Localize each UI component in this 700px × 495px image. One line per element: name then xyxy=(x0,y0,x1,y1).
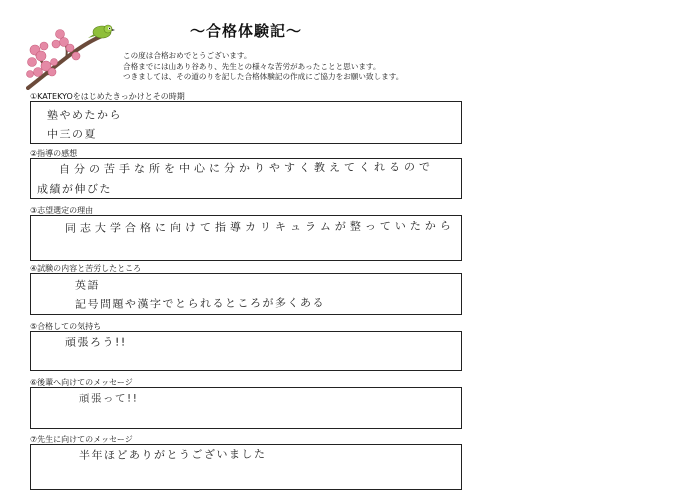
intro-line: 合格までには山あり谷あり、先生との様々な苦労があったことと思います。 xyxy=(123,61,381,71)
section-1-answer-line: 中三の夏 xyxy=(46,127,98,141)
section-6-label: ⑥後輩へ向けてのメッセージ xyxy=(30,378,133,387)
section-2-answer-line: 自分の苦手な所を中心に分かりやすく教えてくれるので xyxy=(58,160,435,176)
section-3-answer-box xyxy=(30,215,462,261)
section-7-label: ⑦先生に向けてのメッセージ xyxy=(30,435,133,444)
section-4-answer-line: 英語 xyxy=(74,278,101,292)
section-4-answer-line: 記号問題や漢字でとられるところが多くある xyxy=(74,296,326,311)
cherry-blossom-bird-illustration xyxy=(26,22,116,90)
section-2-answer-box xyxy=(30,158,462,199)
section-7-answer-line: 半年ほどありがとうございました xyxy=(78,447,267,462)
section-5-answer-line: 頑張ろう!! xyxy=(64,335,127,349)
intro-text xyxy=(123,51,403,83)
section-5-label: ⑤合格しての気持ち xyxy=(30,322,102,331)
bird-icon xyxy=(88,25,115,38)
section-6-answer-box xyxy=(30,387,462,429)
section-6-answer-line: 頑張って!! xyxy=(78,392,139,405)
section-3-answer-line: 同志大学合格に向けて指導カリキュラムが整っていたから xyxy=(64,219,455,235)
section-1-label: ①KATEKYOをはじめたきっかけとその時期 xyxy=(30,92,185,101)
section-4-answer-box xyxy=(30,273,462,315)
section-1-answer-line: 塾やめたから xyxy=(46,108,123,122)
section-3-label: ③志望選定の理由 xyxy=(30,206,94,215)
section-1-answer-box xyxy=(30,101,462,144)
section-2-answer-line: 成績が伸びた xyxy=(36,182,113,196)
intro-line: つきましては、その道のりを記した合格体験記の作成にご協力をお願い致します。 xyxy=(123,72,404,81)
page-title: ～合格体験記～ xyxy=(190,22,303,40)
section-2-label: ②指導の感想 xyxy=(30,149,78,158)
section-7-answer-box xyxy=(30,444,462,490)
section-5-answer-box xyxy=(30,331,462,371)
section-4-label: ④試験の内容と苦労したところ xyxy=(30,264,142,273)
intro-line: この度は合格おめでとうございます。 xyxy=(123,51,252,60)
